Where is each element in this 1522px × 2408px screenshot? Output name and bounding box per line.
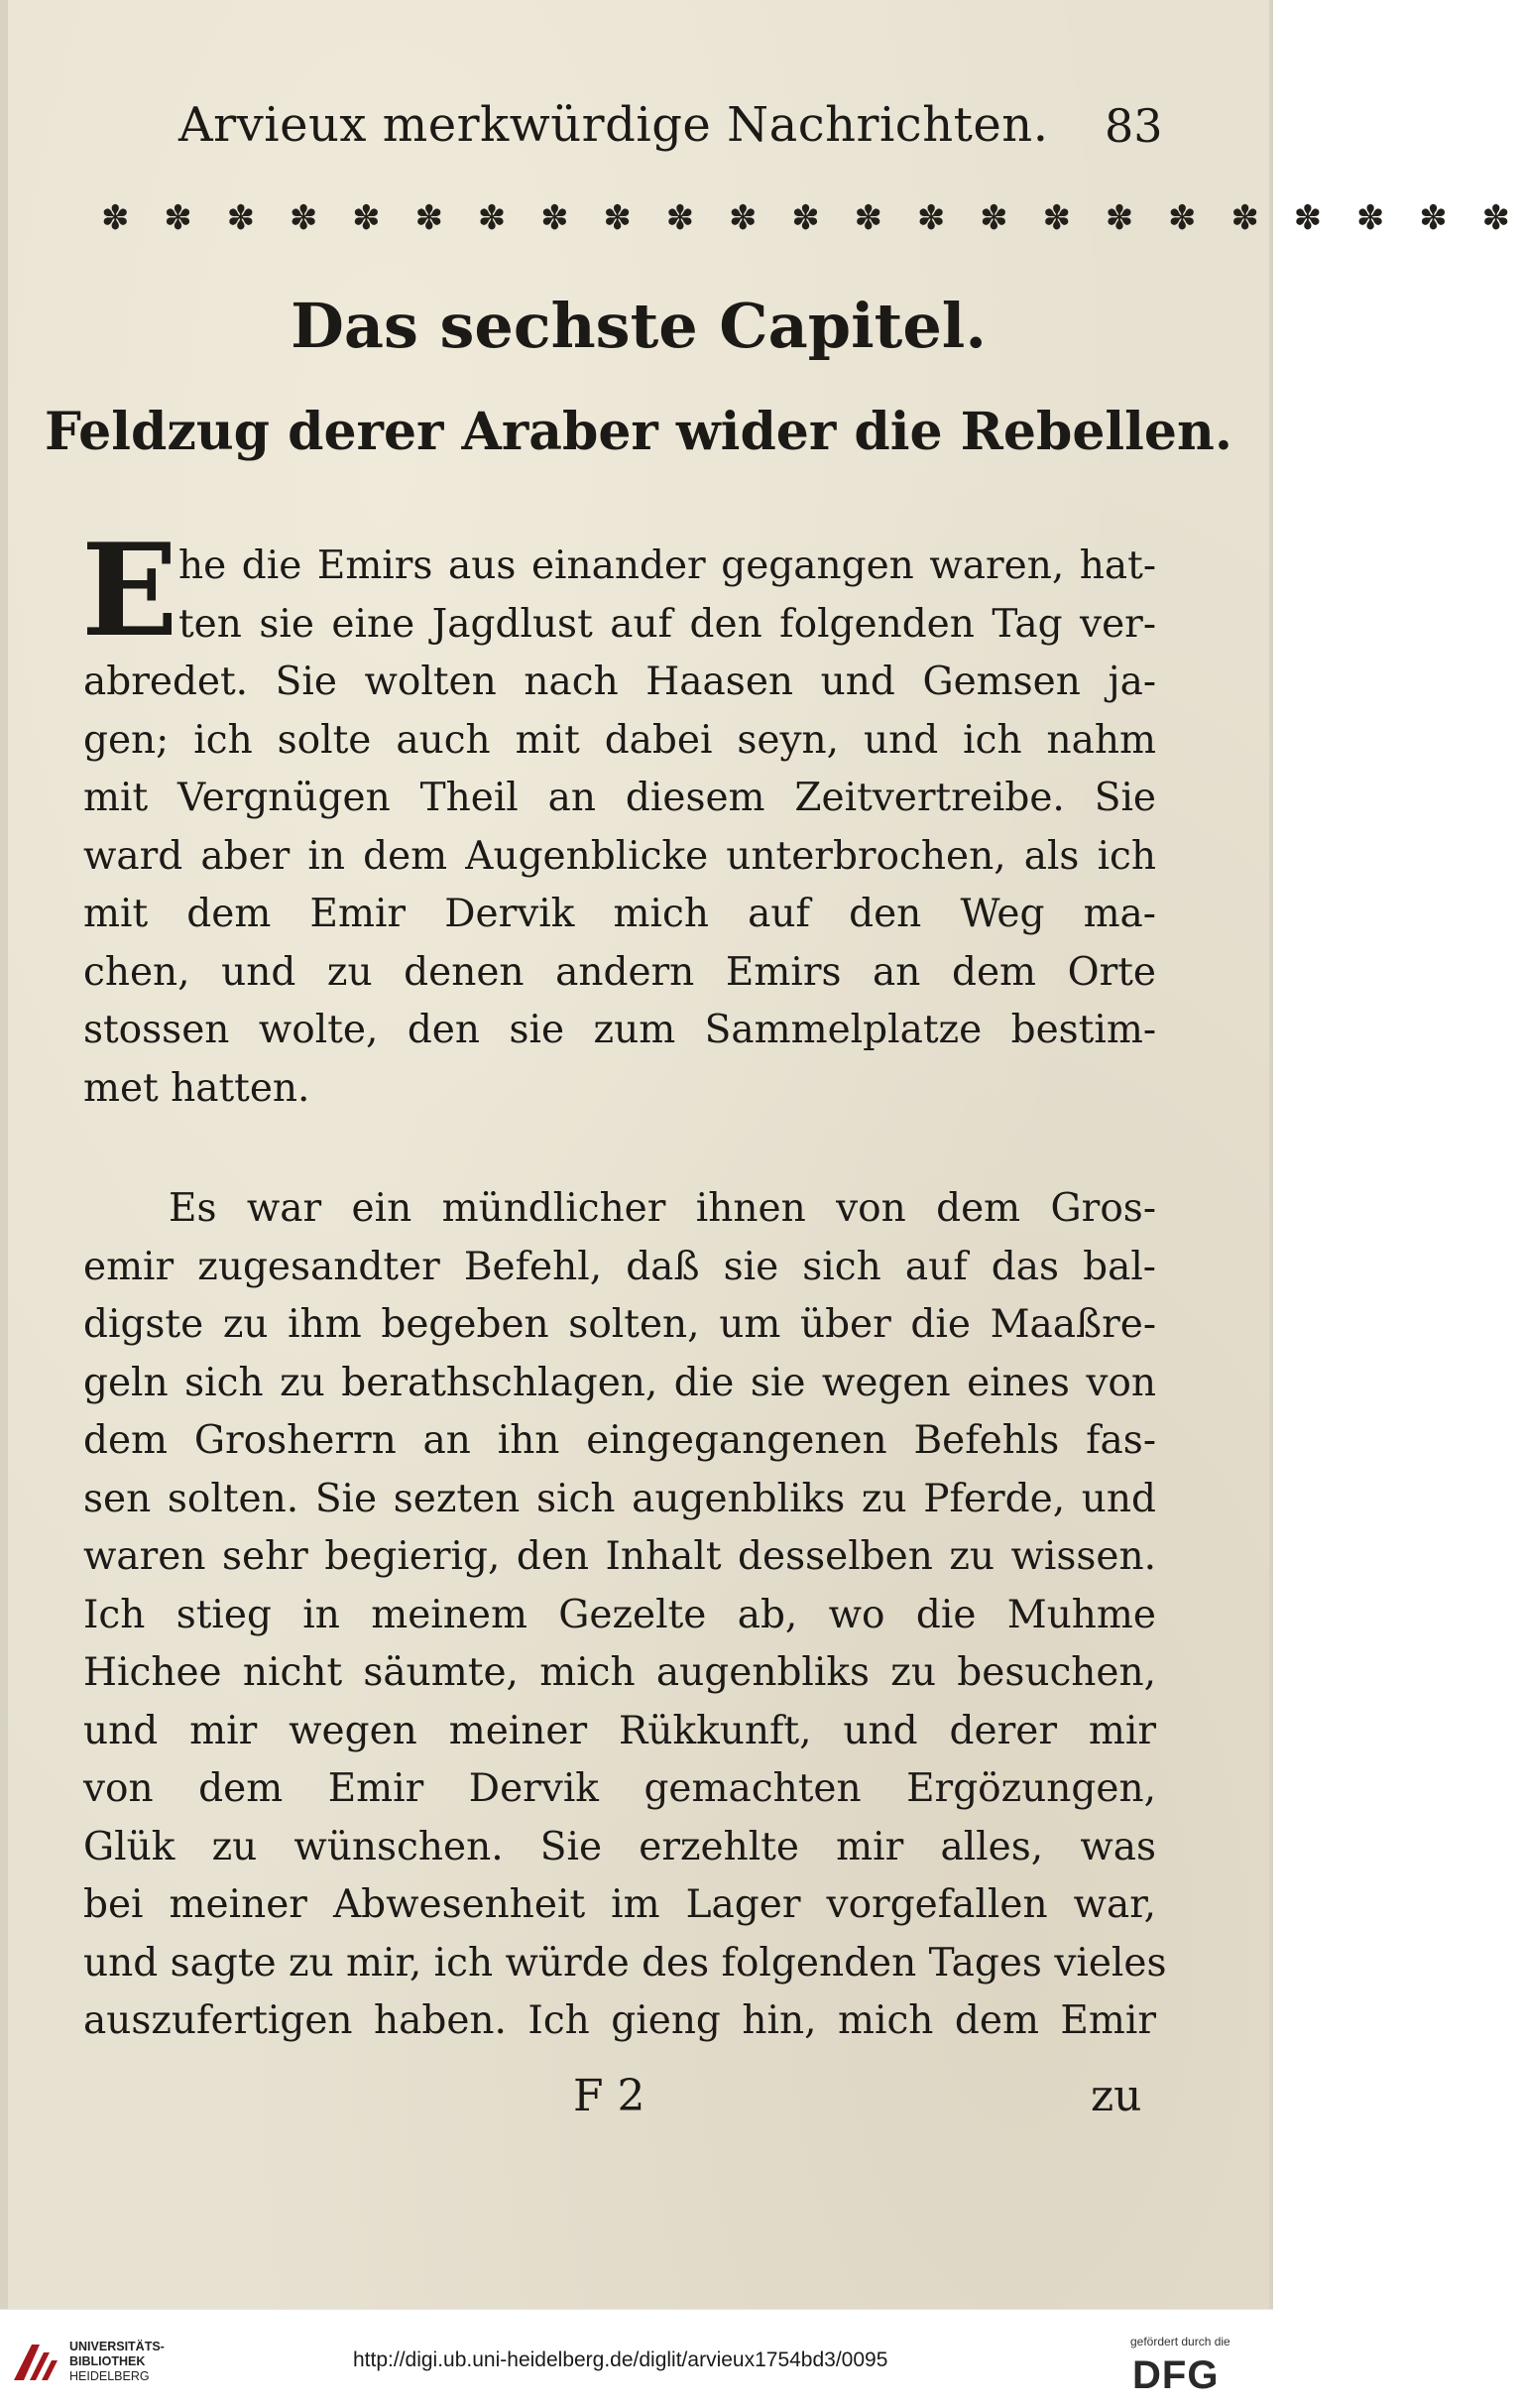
text-line: waren sehr begierig, den Inhalt desselben zu wissen.: [83, 1534, 1156, 1579]
viewer-footer-bar: [0, 2309, 1273, 2408]
paragraph-1: [83, 538, 1156, 1118]
text-line: met hatten.: [83, 1065, 310, 1111]
text-line: chen, und zu denen andern Emirs an dem Orte: [83, 949, 1156, 995]
text-line: Glük zu wünschen. Sie erzehlte mir alles, was: [83, 1824, 1156, 1869]
signature-mark: F 2: [573, 2071, 645, 2121]
institution-line: BIBLIOTHEK: [69, 2354, 146, 2368]
text-line: dem Grosherrn an ihn eingegangenen Befehls fas-: [83, 1418, 1156, 1463]
text-line: ten sie eine Jagdlust auf den folgenden Tag ver-: [178, 601, 1156, 647]
text-line: ward aber in dem Augenblicke unterbrochen, als ich: [83, 833, 1156, 879]
text-line: stossen wolte, den sie zum Sammelplatze bestim-: [83, 1008, 1156, 1052]
text-line: Ich stieg in meinem Gezelte ab, wo die Muhme: [83, 1592, 1156, 1637]
text-line: digste zu ihm begeben solten, um über die Maaßre-: [83, 1302, 1156, 1347]
institution-line: UNIVERSITÄTS-: [69, 2340, 165, 2353]
text-line: emir zugesandter Befehl, daß sie sich auf das bal-: [83, 1244, 1156, 1289]
text-line: abredet. Sie wolten nach Haasen und Gemsen ja-: [83, 660, 1156, 704]
text-line: auszufertigen haben. Ich gieng hin, mich dem Emir: [83, 1998, 1156, 2043]
text-line: sen solten. Sie sezten sich augenbliks zu Pferde, und: [83, 1476, 1156, 1521]
text-line: bei meiner Abwesenheit im Lager vorgefallen war,: [83, 1882, 1156, 1927]
text-line: mit Vergnügen Theil an diesem Zeitvertreibe. Sie: [83, 776, 1156, 820]
text-line: gen; ich solte auch mit dabei seyn, und ich nahm: [83, 717, 1156, 763]
institution-line: HEIDELBERG: [69, 2369, 150, 2383]
text-line: he die Emirs aus einander gegangen waren, hat-: [178, 543, 1156, 588]
page-foot: [8, 2071, 1269, 2120]
book-page: [8, 0, 1522, 2309]
running-head: Arvieux merkwürdige Nachrichten.: [178, 97, 1049, 153]
drop-cap: E: [81, 517, 178, 665]
text-line: geln sich zu berathschlagen, die sie wegen eines von: [83, 1360, 1156, 1405]
text-line: Es war ein mündlicher ihnen von dem Gros-: [169, 1186, 1156, 1231]
text-line: mit dem Emir Dervik mich auf den Weg ma-: [83, 892, 1156, 936]
text-line: Hichee nicht säumte, mich augenbliks zu besuchen,: [83, 1650, 1156, 1695]
institution-name: [69, 2340, 165, 2384]
catchword: zu: [1091, 2071, 1142, 2121]
page-number: 83: [1105, 99, 1163, 153]
funding-note: gefördert durch die: [1130, 2335, 1230, 2348]
permalink-url[interactable]: http://digi.ub.uni-heidelberg.de/diglit/arvieux1754bd3/0095: [353, 2348, 888, 2371]
text-line: von dem Emir Dervik gemachten Ergözungen,: [83, 1766, 1156, 1811]
dfg-logo: DFG: [1132, 2353, 1220, 2397]
chapter-subtitle: Feldzug derer Araber wider die Rebellen.: [45, 402, 1232, 462]
ornament-rule: ✽ ✽ ✽ ✽ ✽ ✽ ✽ ✽ ✽ ✽ ✽ ✽ ✽ ✽ ✽ ✽ ✽ ✽ ✽ ✽ ✽ ✽ ✽: [101, 198, 1522, 238]
chapter-title: Das sechste Capitel.: [291, 290, 987, 362]
text-line: und mir wegen meiner Rükkunft, und derer mir: [83, 1708, 1156, 1753]
university-logo-icon: [10, 2337, 61, 2388]
paragraph-2: [83, 1180, 1167, 2051]
text-line: und sagte zu mir, ich würde des folgenden Tages vieles: [83, 1940, 1167, 1986]
